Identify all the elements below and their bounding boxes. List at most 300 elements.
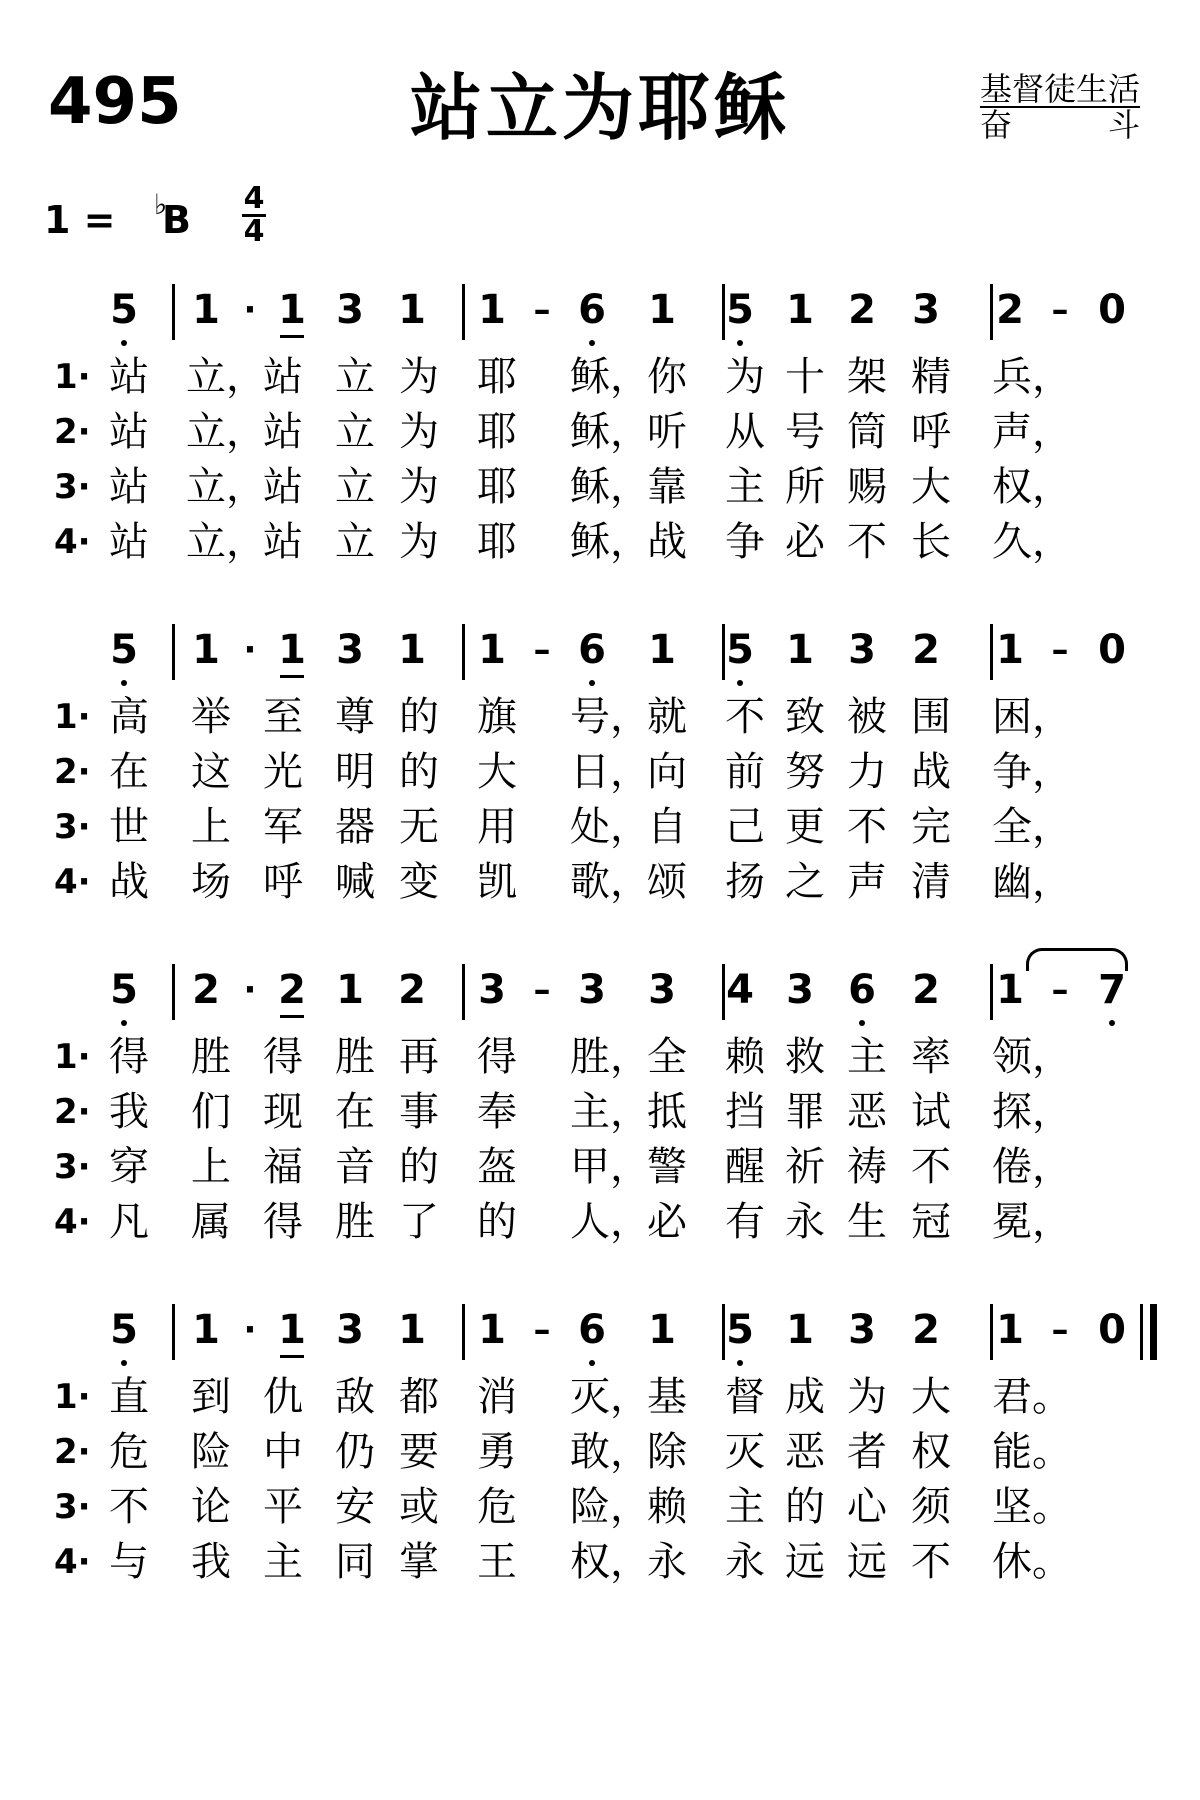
note: 1 — [648, 1307, 676, 1353]
lyric-syllable: 听 — [647, 409, 687, 455]
lyric-syllable: 长 — [911, 519, 951, 565]
lyric-syllable: 永 — [647, 1539, 687, 1585]
lyric-syllable: 勇 — [477, 1429, 517, 1475]
lyric-syllable: 胜， — [570, 1034, 650, 1080]
final-bar-thin — [1140, 1304, 1143, 1360]
lyric-syllable: 君。 — [992, 1374, 1072, 1420]
lyric-syllable: 我 — [109, 1089, 149, 1135]
lower-octave-dot — [121, 340, 127, 346]
eighth-note-underline — [280, 335, 304, 338]
lyric-syllable: 大 — [911, 1374, 951, 1420]
verse-number: 4· — [54, 522, 91, 562]
lyric-line-verse-2 — [0, 405, 1200, 460]
time-top: 4 — [243, 181, 265, 216]
lyric-syllable: 尊 — [335, 694, 375, 740]
lyric-syllable: 胜 — [335, 1034, 375, 1080]
lower-octave-dot — [121, 1020, 127, 1026]
note: 5 — [722, 1300, 758, 1360]
note: 3 — [848, 627, 876, 673]
note-extension: – — [533, 1310, 551, 1350]
eighth-note-underline — [280, 1015, 304, 1018]
lyric-syllable: 处， — [570, 804, 650, 850]
lyric-syllable: 被 — [847, 694, 887, 740]
lyric-syllable: 率 — [911, 1034, 951, 1080]
lyric-syllable: 这 — [191, 749, 231, 795]
lyric-syllable: 立， — [186, 354, 266, 400]
lyric-syllable: 同 — [335, 1539, 375, 1585]
verse-number: 4· — [54, 1202, 91, 1242]
lyric-syllable: 耶 — [477, 354, 517, 400]
verse-number: 1· — [54, 1377, 91, 1417]
verse-number: 4· — [54, 862, 91, 902]
lyric-syllable: 成 — [785, 1374, 825, 1420]
lyric-syllable: 立， — [186, 464, 266, 510]
lyric-syllable: 号 — [785, 409, 825, 455]
lyric-syllable: 颂 — [647, 859, 687, 905]
lyric-syllable: 我 — [191, 1539, 231, 1585]
lyric-syllable: 为 — [399, 519, 439, 565]
lyric-syllable: 们 — [191, 1089, 231, 1135]
lyric-syllable: 举 — [191, 694, 231, 740]
lyric-syllable: 不 — [911, 1144, 951, 1190]
lyric-syllable: 者 — [847, 1429, 887, 1475]
lyric-line-verse-2 — [0, 1425, 1200, 1480]
lower-octave-dot — [589, 340, 595, 346]
lyric-syllable: 救 — [785, 1034, 825, 1080]
lyric-line-verse-4 — [0, 1535, 1200, 1590]
lyric-syllable: 稣， — [570, 354, 650, 400]
bar-line — [462, 964, 465, 1020]
lyric-syllable: 立 — [335, 464, 375, 510]
lyric-syllable: 灭， — [570, 1374, 650, 1420]
lyric-line-verse-1 — [0, 1030, 1200, 1085]
lyric-syllable: 精 — [911, 354, 951, 400]
lyric-syllable: 生 — [847, 1199, 887, 1245]
bar-line — [462, 624, 465, 680]
lyric-syllable: 耶 — [477, 519, 517, 565]
note: 2 — [848, 287, 876, 333]
bar-line — [462, 284, 465, 340]
lyric-line-verse-1 — [0, 690, 1200, 745]
category-sub-b: 斗 — [1107, 106, 1140, 144]
note: 3 — [848, 1307, 876, 1353]
category-label — [980, 72, 1140, 142]
note-extension: · — [243, 290, 257, 330]
note: 5 — [106, 620, 142, 680]
note: 3 — [478, 967, 506, 1013]
lyric-syllable: 不 — [847, 804, 887, 850]
lyric-syllable: 立 — [335, 409, 375, 455]
bar-line — [172, 1304, 175, 1360]
lyric-syllable: 冕， — [992, 1199, 1072, 1245]
note-extension: – — [533, 290, 551, 330]
note: 1 — [996, 967, 1024, 1013]
lyric-syllable: 喊 — [335, 859, 375, 905]
time-bottom: 4 — [243, 214, 265, 249]
lyric-line-verse-1 — [0, 350, 1200, 405]
lyric-syllable: 须 — [911, 1484, 951, 1530]
lyric-syllable: 争， — [992, 749, 1072, 795]
lyric-syllable: 耶 — [477, 409, 517, 455]
lyric-syllable: 恶 — [847, 1089, 887, 1135]
note: 6 — [574, 620, 610, 680]
lyric-syllable: 现 — [263, 1089, 303, 1135]
key-tonic: B — [162, 198, 191, 242]
verse-number: 3· — [54, 807, 91, 847]
lyric-syllable: 权， — [570, 1539, 650, 1585]
note: 5 — [106, 280, 142, 340]
note: 1 — [398, 1307, 426, 1353]
lyric-syllable: 主 — [263, 1539, 303, 1585]
note: 1 — [478, 627, 506, 673]
lyric-syllable: 自 — [647, 804, 687, 850]
lyric-syllable: 十 — [785, 354, 825, 400]
lyric-syllable: 站 — [263, 409, 303, 455]
note: 5 — [722, 280, 758, 340]
lyric-syllable: 掌 — [399, 1539, 439, 1585]
lyric-syllable: 事 — [399, 1089, 439, 1135]
lyric-syllable: 立， — [186, 519, 266, 565]
lyric-syllable: 甲， — [570, 1144, 650, 1190]
lower-octave-dot — [121, 1360, 127, 1366]
lyric-line-verse-3 — [0, 460, 1200, 515]
lyric-syllable: 争 — [725, 519, 765, 565]
lyric-syllable: 了 — [399, 1199, 439, 1245]
note: 1 — [786, 1307, 814, 1353]
note: 1 — [274, 280, 310, 340]
lyric-syllable: 除 — [647, 1429, 687, 1475]
lyric-syllable: 赐 — [847, 464, 887, 510]
lyric-syllable: 的 — [477, 1199, 517, 1245]
lyric-line-verse-2 — [0, 1085, 1200, 1140]
lyric-syllable: 为 — [399, 409, 439, 455]
verse-number: 3· — [54, 467, 91, 507]
lyric-syllable: 致 — [785, 694, 825, 740]
lyric-syllable: 论 — [191, 1484, 231, 1530]
note: 5 — [106, 960, 142, 1020]
note: 1 — [478, 287, 506, 333]
note: 2 — [398, 967, 426, 1013]
lyric-syllable: 凡 — [109, 1199, 149, 1245]
lyric-syllable: 主 — [725, 1484, 765, 1530]
lyric-syllable: 罪 — [785, 1089, 825, 1135]
lyric-syllable: 福 — [263, 1144, 303, 1190]
note: 3 — [578, 967, 606, 1013]
notes-row — [0, 280, 1200, 340]
note: 1 — [398, 627, 426, 673]
key-prefix: 1 = — [44, 198, 116, 242]
lyric-syllable: 督 — [725, 1374, 765, 1420]
lyric-syllable: 仍 — [335, 1429, 375, 1475]
note: 1 — [648, 627, 676, 673]
lyric-syllable: 或 — [399, 1484, 439, 1530]
lyric-syllable: 赖 — [725, 1034, 765, 1080]
note: 1 — [192, 1307, 220, 1353]
music-system-3 — [0, 960, 1200, 1250]
lyric-syllable: 稣， — [570, 519, 650, 565]
lyric-syllable: 靠 — [647, 464, 687, 510]
lyric-syllable: 险， — [570, 1484, 650, 1530]
lyric-syllable: 围 — [911, 694, 951, 740]
verse-number: 2· — [54, 1432, 91, 1472]
lyric-syllable: 醒 — [725, 1144, 765, 1190]
lyric-syllable: 完 — [911, 804, 951, 850]
lyric-syllable: 王 — [477, 1539, 517, 1585]
lyric-syllable: 直 — [109, 1374, 149, 1420]
note: 1 — [274, 620, 310, 680]
note-extension: – — [1051, 970, 1069, 1010]
notes-row — [0, 960, 1200, 1020]
lyric-syllable: 用 — [477, 804, 517, 850]
lyric-syllable: 坚。 — [992, 1484, 1072, 1530]
lyric-syllable: 领， — [992, 1034, 1072, 1080]
lyric-line-verse-1 — [0, 1370, 1200, 1425]
lyric-syllable: 筒 — [847, 409, 887, 455]
verse-number: 3· — [54, 1487, 91, 1527]
note: 1 — [192, 627, 220, 673]
lyric-syllable: 站 — [263, 519, 303, 565]
lyric-syllable: 有 — [725, 1199, 765, 1245]
lyric-syllable: 必 — [785, 519, 825, 565]
lyric-syllable: 在 — [335, 1089, 375, 1135]
lyric-syllable: 中 — [263, 1429, 303, 1475]
final-bar-thick — [1150, 1304, 1157, 1360]
lyric-syllable: 得 — [477, 1034, 517, 1080]
lyric-syllable: 己 — [725, 804, 765, 850]
lyric-syllable: 力 — [847, 749, 887, 795]
lyric-syllable: 声， — [992, 409, 1072, 455]
note: 2 — [912, 967, 940, 1013]
bar-line — [462, 1304, 465, 1360]
note: 3 — [336, 627, 364, 673]
lyric-syllable: 仇 — [263, 1374, 303, 1420]
note: 7 — [1094, 960, 1130, 1020]
music-system-1 — [0, 280, 1200, 570]
note: 5 — [106, 1300, 142, 1360]
lyric-syllable: 奉 — [477, 1089, 517, 1135]
lyric-syllable: 所 — [785, 464, 825, 510]
lyric-syllable: 属 — [191, 1199, 231, 1245]
lyric-syllable: 不 — [725, 694, 765, 740]
lyric-syllable: 人， — [570, 1199, 650, 1245]
note: 4 — [726, 967, 754, 1013]
category-sub-a: 奋 — [980, 106, 1013, 144]
note: 3 — [912, 287, 940, 333]
note: 3 — [336, 1307, 364, 1353]
lyric-syllable: 到 — [191, 1374, 231, 1420]
lyric-syllable: 远 — [847, 1539, 887, 1585]
lyric-syllable: 站 — [109, 519, 149, 565]
lyric-syllable: 困， — [992, 694, 1072, 740]
bar-line — [172, 284, 175, 340]
lyric-syllable: 远 — [785, 1539, 825, 1585]
lyric-syllable: 主 — [847, 1034, 887, 1080]
note: 1 — [996, 1307, 1024, 1353]
note: 2 — [192, 967, 220, 1013]
lower-octave-dot — [859, 1020, 865, 1026]
lyric-syllable: 不 — [911, 1539, 951, 1585]
lyric-syllable: 盔 — [477, 1144, 517, 1190]
bar-line — [172, 964, 175, 1020]
lower-octave-dot — [1109, 1020, 1115, 1026]
verse-number: 3· — [54, 1147, 91, 1187]
verse-number: 2· — [54, 1092, 91, 1132]
note: 2 — [912, 1307, 940, 1353]
lyric-syllable: 危 — [109, 1429, 149, 1475]
note: 1 — [786, 627, 814, 673]
note-extension: – — [533, 630, 551, 670]
note-extension: – — [1051, 630, 1069, 670]
note: 3 — [648, 967, 676, 1013]
hymn-title: 站立为耶稣 — [409, 66, 790, 150]
note: 5 — [722, 620, 758, 680]
lyric-syllable: 扬 — [725, 859, 765, 905]
note: 3 — [786, 967, 814, 1013]
lyric-syllable: 敢， — [570, 1429, 650, 1475]
lyric-syllable: 不 — [109, 1484, 149, 1530]
lyric-syllable: 幽， — [992, 859, 1072, 905]
category-main: 基督徒生活 — [980, 70, 1141, 108]
lyric-syllable: 日， — [570, 749, 650, 795]
lyric-syllable: 祈 — [785, 1144, 825, 1190]
note: 1 — [478, 1307, 506, 1353]
lyric-syllable: 赖 — [647, 1484, 687, 1530]
lyric-syllable: 全， — [992, 804, 1072, 850]
lyric-line-verse-2 — [0, 745, 1200, 800]
note: 2 — [996, 287, 1024, 333]
lyric-syllable: 场 — [191, 859, 231, 905]
lyric-syllable: 主 — [725, 464, 765, 510]
lyric-syllable: 得 — [109, 1034, 149, 1080]
lyric-syllable: 战 — [109, 859, 149, 905]
lyric-syllable: 的 — [785, 1484, 825, 1530]
lyric-syllable: 永 — [785, 1199, 825, 1245]
lyric-syllable: 敌 — [335, 1374, 375, 1420]
lyric-syllable: 稣， — [570, 464, 650, 510]
eighth-note-underline — [280, 1355, 304, 1358]
lyric-syllable: 之 — [785, 859, 825, 905]
lyric-syllable: 旗 — [477, 694, 517, 740]
verse-number: 2· — [54, 412, 91, 452]
lyric-syllable: 危 — [477, 1484, 517, 1530]
lyric-syllable: 休。 — [992, 1539, 1072, 1585]
lyric-syllable: 站 — [109, 464, 149, 510]
lyric-syllable: 胜 — [191, 1034, 231, 1080]
eighth-note-underline — [280, 675, 304, 678]
lyric-line-verse-3 — [0, 1480, 1200, 1535]
slur — [1026, 948, 1128, 971]
lyric-syllable: 得 — [263, 1034, 303, 1080]
note-extension: · — [243, 1310, 257, 1350]
lyric-syllable: 努 — [785, 749, 825, 795]
lyric-line-verse-4 — [0, 1195, 1200, 1250]
lyric-syllable: 无 — [399, 804, 439, 850]
flat-sign: ♭ — [154, 188, 168, 221]
lyric-line-verse-4 — [0, 855, 1200, 910]
lyric-syllable: 上 — [191, 1144, 231, 1190]
lyric-syllable: 前 — [725, 749, 765, 795]
lyric-syllable: 清 — [911, 859, 951, 905]
note: 1 — [192, 287, 220, 333]
lyric-syllable: 为 — [847, 1374, 887, 1420]
lyric-syllable: 为 — [399, 464, 439, 510]
lyric-syllable: 的 — [399, 749, 439, 795]
lyric-syllable: 祷 — [847, 1144, 887, 1190]
lyric-syllable: 立 — [335, 519, 375, 565]
verse-number: 1· — [54, 1037, 91, 1077]
lower-octave-dot — [737, 1360, 743, 1366]
lower-octave-dot — [737, 340, 743, 346]
note: 2 — [912, 627, 940, 673]
lyric-syllable: 向 — [647, 749, 687, 795]
lyric-syllable: 更 — [785, 804, 825, 850]
verse-number: 2· — [54, 752, 91, 792]
lyric-syllable: 久， — [992, 519, 1072, 565]
note: 1 — [786, 287, 814, 333]
lyric-syllable: 器 — [335, 804, 375, 850]
lyric-syllable: 穿 — [109, 1144, 149, 1190]
lyric-syllable: 军 — [263, 804, 303, 850]
time-signature — [242, 181, 266, 249]
lyric-syllable: 挡 — [725, 1089, 765, 1135]
lyric-syllable: 兵， — [992, 354, 1072, 400]
lyric-syllable: 倦， — [992, 1144, 1072, 1190]
lyric-syllable: 立， — [186, 409, 266, 455]
lyric-syllable: 得 — [263, 1199, 303, 1245]
lyric-syllable: 与 — [109, 1539, 149, 1585]
lyric-syllable: 音 — [335, 1144, 375, 1190]
lyric-syllable: 消 — [477, 1374, 517, 1420]
note: 6 — [574, 280, 610, 340]
lyric-syllable: 呼 — [911, 409, 951, 455]
lyric-syllable: 耶 — [477, 464, 517, 510]
lyric-syllable: 凯 — [477, 859, 517, 905]
lyric-syllable: 稣， — [570, 409, 650, 455]
lyric-syllable: 高 — [109, 694, 149, 740]
note-extension: · — [243, 970, 257, 1010]
lyric-syllable: 灭 — [725, 1429, 765, 1475]
lyric-syllable: 在 — [109, 749, 149, 795]
lyric-syllable: 光 — [263, 749, 303, 795]
lyric-syllable: 警 — [647, 1144, 687, 1190]
lower-octave-dot — [121, 680, 127, 686]
lyric-syllable: 安 — [335, 1484, 375, 1530]
lyric-syllable: 心 — [847, 1484, 887, 1530]
lyric-syllable: 险 — [191, 1429, 231, 1475]
lyric-syllable: 你 — [647, 354, 687, 400]
hymn-number: 495 — [48, 65, 182, 139]
note: 1 — [996, 627, 1024, 673]
notes-row — [0, 620, 1200, 680]
lyric-syllable: 声 — [847, 859, 887, 905]
lyric-syllable: 权， — [992, 464, 1072, 510]
lyric-syllable: 全 — [647, 1034, 687, 1080]
note: 6 — [844, 960, 880, 1020]
lyric-syllable: 必 — [647, 1199, 687, 1245]
verse-number: 4· — [54, 1542, 91, 1582]
category-sub — [980, 108, 1140, 142]
note: 0 — [1098, 627, 1126, 673]
note: 1 — [648, 287, 676, 333]
lyric-syllable: 战 — [911, 749, 951, 795]
lyric-syllable: 为 — [725, 354, 765, 400]
lyric-syllable: 的 — [399, 1144, 439, 1190]
lyric-line-verse-4 — [0, 515, 1200, 570]
lyric-syllable: 至 — [263, 694, 303, 740]
note: 2 — [274, 960, 310, 1020]
note: 3 — [336, 287, 364, 333]
lyric-syllable: 站 — [109, 354, 149, 400]
